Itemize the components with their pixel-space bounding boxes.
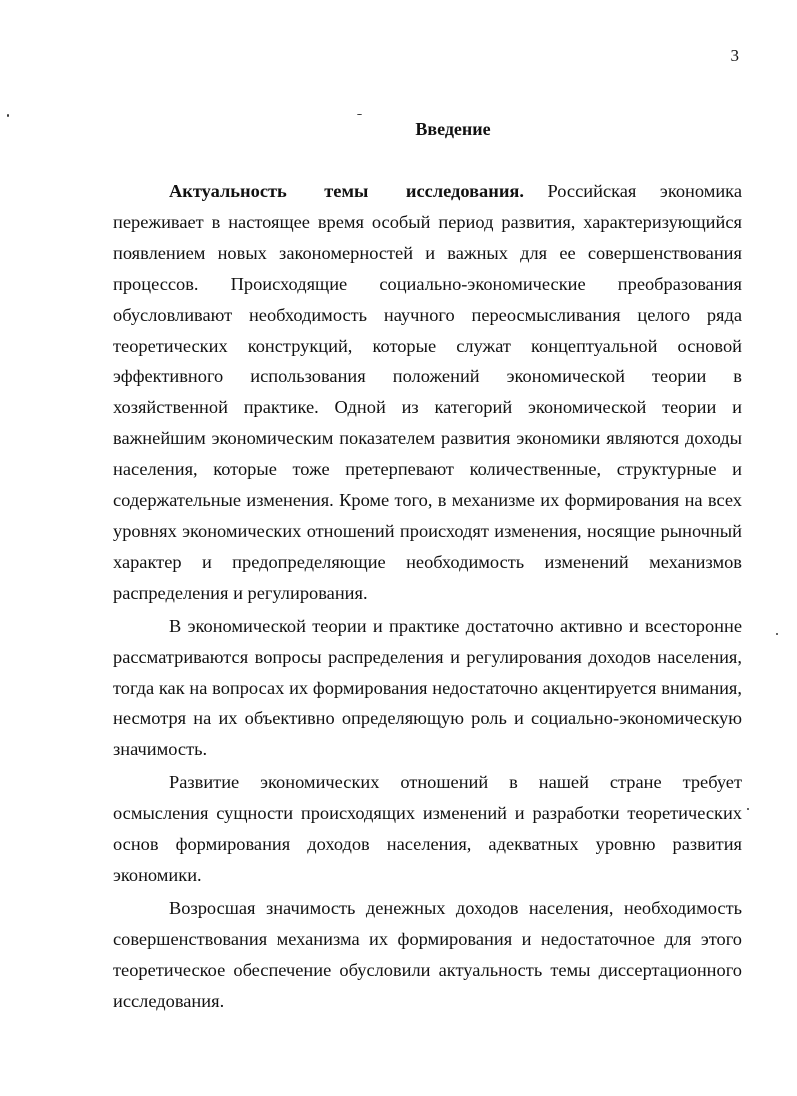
scan-speck [7, 114, 9, 117]
section-title: Введение [415, 119, 491, 139]
page-number: 3 [730, 46, 739, 65]
paragraph-4: Возросшая значимость денежных доходов населения, необходимость совершенствования механизма их формирования и недостаточное для этого теоретическое обеспечение обусловили актуальность темы диссертационного исследования. [113, 897, 742, 1011]
paragraph-3: Развитие экономических отношений в нашей стране требует осмысления сущности происходящих изменений и разработки теоретических основ формирования доходов населения, адекватных уровню развития экономики. [113, 772, 742, 885]
scan-speck [747, 808, 749, 810]
scan-speck [776, 633, 778, 635]
paragraph-lead: Актуальность темы исследования. [169, 181, 524, 201]
paragraph-text: Российская экономика переживает в настоящее время особый период развития, характеризующийся появлением новых закономерностей и важных для ее совершенствования процессов. Происходящие социально-экономические преобразования обусловливают необходимость научного переосмысливания целого ряда теоретических конструкций, которые служат концептуальной основой эффективного использования положений экономической теории в хозяйственной практике. Одной из категорий экономической теории и важнейшим экономическим показателем развития экономики являются доходы населения, которые тоже претерпевают количественные, структурные и содержательные изменения. Кроме того, в механизме их формирования на всех уровнях экономических отношений происходят изменения, носящие рыночный характер и предопределяющие необходимость изменений механизмов распределения и регулирования. [113, 181, 742, 603]
paragraph-1 [113, 176, 742, 609]
body-text [113, 176, 742, 1016]
scan-speck [357, 114, 362, 115]
paragraph-2: В экономической теории и практике достаточно активно и всесторонне рассматриваются вопросы распределения и регулирования доходов населения, тогда как на вопросах их формирования недостаточно акцентируется внимания, несмотря на их объективно определяющую роль и социально-экономическую значимость. [113, 615, 742, 760]
